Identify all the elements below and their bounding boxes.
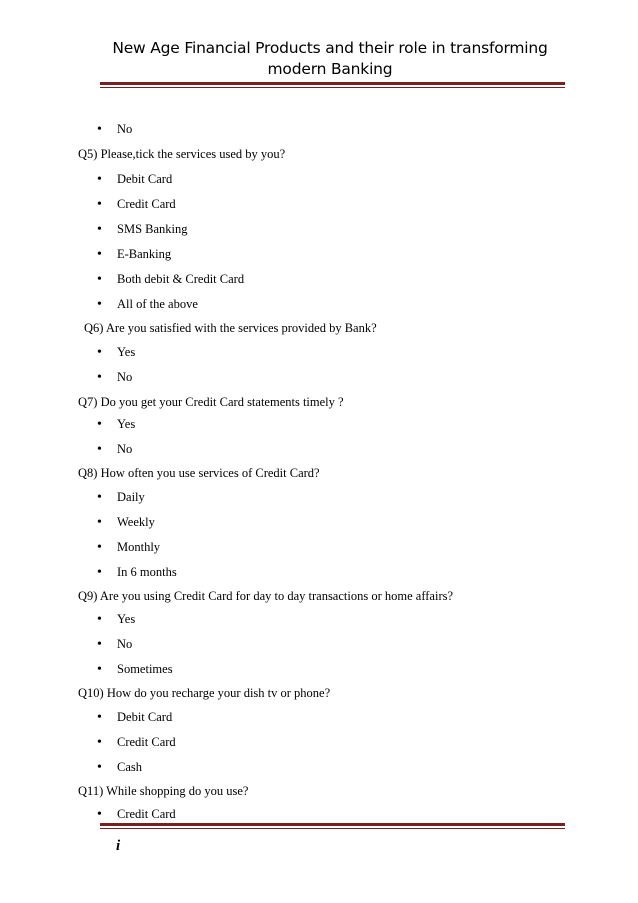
bullet-icon: •	[97, 760, 102, 775]
bullet-icon: •	[97, 807, 102, 822]
question-text: Q9) Are you using Credit Card for day to day transactions or home affairs?	[78, 589, 454, 603]
question-text: Q8) How often you use services of Credit Card?	[78, 466, 320, 480]
bullet-icon: •	[97, 710, 102, 725]
question-text: Q6) Are you satisfied with the services provided by Bank?	[84, 321, 377, 335]
bullet-icon: •	[97, 442, 102, 457]
footer-rule-thick	[100, 823, 565, 826]
bullet-icon: •	[97, 297, 102, 312]
bullet-item	[97, 221, 188, 238]
header-title-line-1: New Age Financial Products and their role in transforming	[112, 39, 548, 57]
bullet-item	[97, 246, 171, 263]
bullet-label: Debit Card	[117, 172, 173, 186]
question-text: Q7) Do you get your Credit Card statements timely ?	[78, 395, 344, 409]
bullet-item	[97, 611, 135, 628]
bullet-item	[97, 171, 172, 188]
bullet-icon: •	[97, 565, 102, 580]
bullet-label: Debit Card	[117, 710, 173, 724]
bullet-label: Yes	[117, 612, 136, 626]
bullet-icon: •	[97, 662, 102, 677]
bullet-item	[97, 539, 160, 556]
bullet-label: Weekly	[117, 515, 155, 529]
bullet-icon: •	[97, 540, 102, 555]
bullet-item	[97, 564, 177, 581]
question-text: Q5) Please,tick the services used by you?	[78, 147, 286, 161]
bullet-label: Credit Card	[117, 735, 176, 749]
bullet-label: Credit Card	[117, 197, 176, 211]
bullet-label: No	[117, 370, 133, 384]
bullet-item	[97, 369, 132, 386]
bullet-label: Monthly	[117, 540, 161, 554]
bullet-icon: •	[97, 515, 102, 530]
header-title-line-2: modern Banking	[267, 60, 393, 78]
bullet-icon: •	[97, 222, 102, 237]
bullet-label: In 6 months	[117, 565, 177, 579]
bullet-label: Yes	[117, 345, 136, 359]
bullet-label: Credit Card	[117, 807, 176, 821]
bullet-icon: •	[97, 612, 102, 627]
bullet-item	[97, 759, 142, 776]
question-text: Q10) How do you recharge your dish tv or phone?	[78, 686, 331, 700]
bullet-icon: •	[97, 417, 102, 432]
bullet-label: Daily	[117, 490, 145, 504]
bullet-item	[97, 709, 172, 726]
bullet-icon: •	[97, 172, 102, 187]
bullet-label: E-Banking	[117, 247, 172, 261]
bullet-label: No	[117, 122, 133, 136]
bullet-item	[97, 636, 132, 653]
bullet-item	[97, 806, 176, 823]
bullet-label: Sometimes	[117, 662, 173, 676]
bullet-icon: •	[97, 370, 102, 385]
bullet-label: Cash	[117, 760, 142, 774]
bullet-icon: •	[97, 345, 102, 360]
bullet-item	[97, 196, 176, 213]
bullet-icon: •	[97, 637, 102, 652]
bullet-item	[97, 296, 198, 313]
bullet-label: All of the above	[117, 297, 198, 311]
bullet-item	[97, 416, 135, 433]
bullet-item	[97, 734, 176, 751]
bullet-item	[97, 121, 132, 138]
bullet-item	[97, 489, 145, 506]
bullet-icon: •	[97, 247, 102, 262]
bullet-item	[97, 514, 155, 531]
bullet-icon: •	[97, 197, 102, 212]
page-number: i	[116, 838, 121, 854]
bullet-icon: •	[97, 490, 102, 505]
bullet-label: Both debit & Credit Card	[117, 272, 245, 286]
bullet-icon: •	[97, 735, 102, 750]
bullet-item	[97, 344, 135, 361]
bullet-label: Yes	[117, 417, 136, 431]
bullet-label: No	[117, 442, 133, 456]
footer-rule-thin	[100, 828, 565, 829]
question-text: Q11) While shopping do you use?	[78, 784, 249, 798]
bullet-item	[97, 271, 244, 288]
bullet-icon: •	[97, 122, 102, 137]
bullet-label: No	[117, 637, 133, 651]
bullet-label: SMS Banking	[117, 222, 188, 236]
bullet-item	[97, 661, 173, 678]
bullet-icon: •	[97, 272, 102, 287]
bullet-item	[97, 441, 132, 458]
